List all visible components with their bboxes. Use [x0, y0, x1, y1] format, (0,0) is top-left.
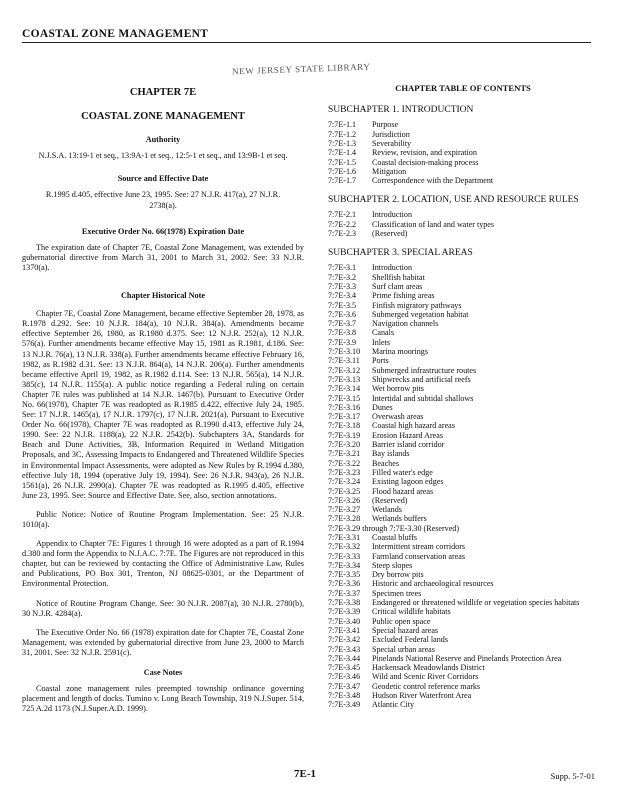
toc-entry[interactable] — [328, 449, 598, 458]
toc-entry[interactable] — [328, 263, 598, 272]
subchapter-1-list — [328, 120, 598, 185]
toc-entry[interactable] — [328, 139, 598, 148]
section-number: 7:7E-3.40 — [328, 616, 361, 626]
page-number: 7E-1 — [294, 768, 316, 780]
section-title: Barrier island corridor — [372, 440, 445, 450]
section-title: Navigation channels — [372, 319, 439, 329]
section-title: Coastal bluffs — [372, 532, 418, 542]
toc-entry-range[interactable]: 7:7E-3.29 through 7:7E-3.30 (Reserved) — [328, 523, 460, 533]
routine-change-note: Notice of Routine Program Change. See: 30 N.J.R. 2087(a), 30 N.J.R. 2780(b), 30 N.J.R. 4284(a). — [22, 598, 304, 618]
toc-entry[interactable] — [328, 440, 598, 449]
section-number: 7:7E-3.18 — [328, 421, 361, 431]
toc-entry[interactable] — [328, 282, 598, 291]
section-number: 7:7E-3.43 — [328, 644, 361, 654]
section-number: 7:7E-3.4 — [328, 291, 357, 301]
toc-entry[interactable] — [328, 589, 598, 598]
toc-entry[interactable] — [328, 663, 598, 672]
section-title: Endangered or threatened wildlife or vegetation species habitats — [372, 598, 580, 608]
section-title: Submerged infrastructure routes — [372, 365, 477, 375]
section-number: 7:7E-3.8 — [328, 328, 357, 338]
section-title: Dunes — [372, 402, 393, 412]
section-number: 7:7E-3.35 — [328, 570, 361, 580]
toc-entry[interactable] — [328, 533, 598, 542]
toc-entry[interactable] — [328, 412, 598, 421]
toc-entry[interactable] — [328, 291, 598, 300]
source-heading: Source and Effective Date — [117, 174, 209, 184]
toc-entry[interactable] — [328, 552, 598, 561]
section-number: 7:7E-3.14 — [328, 384, 361, 394]
section-title: Shipwrecks and artificial reefs — [372, 374, 471, 384]
toc-entry[interactable] — [328, 542, 598, 551]
toc-entry[interactable] — [328, 384, 598, 393]
section-title: Steep slopes — [372, 560, 413, 570]
section-number: 7:7E-3.36 — [328, 579, 361, 589]
section-title: Finfish migratory pathways — [372, 300, 462, 310]
section-number: 7:7E-3.49 — [328, 700, 361, 710]
running-head: COASTAL ZONE MANAGEMENT — [22, 28, 209, 40]
toc-entry[interactable] — [328, 301, 598, 310]
section-number: 7:7E-3.38 — [328, 598, 361, 608]
section-title: Wetlands — [372, 505, 402, 515]
section-title: Pinelands National Reserve and Pinelands Protection Area — [372, 653, 562, 663]
section-number: 7:7E-2.2 — [328, 219, 357, 229]
toc-entry[interactable] — [328, 431, 598, 440]
supplement-date: Supp. 5-7-01 — [550, 771, 595, 781]
section-number: 7:7E-3.2 — [328, 272, 357, 282]
section-number: 7:7E-3.16 — [328, 402, 361, 412]
section-number: 7:7E-1.5 — [328, 157, 357, 167]
authority-heading: Authority — [145, 135, 181, 145]
section-title: Coastal decision-making process — [372, 157, 479, 167]
section-number: 7:7E-3.28 — [328, 514, 361, 524]
section-title: Erosion Hazard Areas — [372, 430, 444, 440]
section-title: Beaches — [372, 458, 399, 468]
case-notes-heading: Case Notes — [143, 668, 183, 678]
section-title: Wild and Scenic River Corridors — [372, 672, 479, 682]
section-title: Bay islands — [372, 449, 410, 459]
toc-entry[interactable] — [328, 635, 598, 644]
section-number: 7:7E-3.41 — [328, 625, 361, 635]
toc-entry[interactable] — [328, 645, 598, 654]
toc-entry[interactable] — [328, 375, 598, 384]
section-title: Existing lagoon edges — [372, 477, 444, 487]
section-title: Intertidal and subtidal shallows — [372, 393, 474, 403]
library-stamp: NEW JERSEY STATE LIBRARY — [231, 61, 371, 77]
toc-heading: CHAPTER TABLE OF CONTENTS — [395, 83, 531, 93]
toc-entry[interactable] — [328, 403, 598, 412]
section-number: 7:7E-2.3 — [328, 229, 357, 239]
section-title: Inlets — [372, 337, 390, 347]
section-title: Overwash areas — [372, 412, 424, 422]
section-number: 7:7E-3.27 — [328, 505, 361, 515]
toc-entry[interactable] — [328, 310, 598, 319]
exec-order-extension-note: The Executive Order No. 66 (1978) expiration date for Chapter 7E, Coastal Zone Management, was extended by gubernatorial directive from June 23, 2000 to March 31, 2001. See: 32 N.J.R. 2591(c). — [22, 627, 304, 657]
toc-entry[interactable] — [328, 394, 598, 403]
authority-text: N.J.S.A. 13:19-1 et seq., 13:9A-1 et seq., 12:5-1 et seq., and 13:9B-1 et seq. — [38, 151, 288, 161]
section-title: Hudson River Waterfront Area — [372, 691, 472, 701]
subchapter-3-title: SUBCHAPTER 3. SPECIAL AREAS — [328, 248, 473, 259]
section-number: 7:7E-2.1 — [328, 210, 357, 220]
chapter-number: CHAPTER 7E — [129, 87, 197, 98]
section-number: 7:7E-3.1 — [328, 263, 357, 273]
toc-entry[interactable] — [328, 682, 598, 691]
toc-entry[interactable] — [328, 654, 598, 663]
section-number: 7:7E-3.7 — [328, 319, 357, 329]
section-number: 7:7E-3.6 — [328, 309, 357, 319]
section-number: 7:7E-3.19 — [328, 430, 361, 440]
section-title: Wet borrow pits — [372, 384, 424, 394]
toc-entry[interactable] — [328, 607, 598, 616]
public-notice: Public Notice: Notice of Routine Program Implementation. See: 25 N.J.R. 1010(a). — [22, 509, 304, 529]
toc-entry[interactable] — [328, 148, 598, 157]
section-number: 7:7E-3.17 — [328, 412, 361, 422]
subchapter-2-title: SUBCHAPTER 2. LOCATION, USE AND RESOURCE RULES — [328, 195, 579, 206]
chapter-title: COASTAL ZONE MANAGEMENT — [81, 111, 245, 123]
section-title: Atlantic City — [372, 700, 415, 710]
section-title: (Reserved) — [372, 229, 408, 239]
toc-entry[interactable] — [328, 130, 598, 139]
section-title: Historic and archaeological resources — [372, 579, 494, 589]
toc-entry[interactable] — [328, 319, 598, 328]
section-number: 7:7E-1.6 — [328, 166, 357, 176]
toc-entry[interactable] — [328, 579, 598, 588]
section-title: Filled water's edge — [372, 467, 433, 477]
section-number: 7:7E-3.21 — [328, 449, 361, 459]
toc-entry[interactable] — [328, 617, 598, 626]
toc-entry[interactable] — [328, 496, 598, 505]
section-number: 7:7E-3.47 — [328, 681, 361, 691]
toc-entry[interactable] — [328, 120, 598, 129]
section-number: 7:7E-3.24 — [328, 477, 361, 487]
section-number: 7:7E-3.13 — [328, 374, 361, 384]
toc-entry[interactable] — [328, 328, 598, 337]
toc-entry[interactable] — [328, 514, 598, 523]
section-title: Excluded Federal lands — [372, 635, 448, 645]
section-title: Submerged vegetation habitat — [372, 309, 469, 319]
toc-entry[interactable] — [328, 220, 598, 229]
toc-entry[interactable] — [328, 477, 598, 486]
toc-entry[interactable] — [328, 672, 598, 681]
section-number: 7:7E-3.25 — [328, 486, 361, 496]
toc-entry[interactable] — [328, 210, 598, 219]
section-title: Severability — [372, 139, 412, 148]
section-title: Hackensack Meadowlands District — [372, 663, 485, 673]
section-title: Dry borrow pits — [372, 570, 424, 580]
section-title: Shellfish habitat — [372, 272, 425, 282]
section-number: 7:7E-1.2 — [328, 129, 357, 139]
toc-entry[interactable] — [328, 347, 598, 356]
appendix-note: Appendix to Chapter 7E: Figures 1 through 16 were adopted as a part of R.1994 d.380 and form the Appendix to N.J.A.C. 7:7E. The Figures are not reproduced in this chapter, but can be reviewed by contacting the Office of Administrative Law, Rules and Publications, PO Box 301, Trenton, NJ 08625-0301, or the Department of Environmental Protection. — [22, 539, 304, 589]
toc-entry[interactable] — [328, 229, 598, 238]
section-number: 7:7E-1.1 — [328, 120, 357, 130]
section-number: 7:7E-3.31 — [328, 532, 361, 542]
section-title: Marina moorings — [372, 347, 428, 357]
section-title: Canals — [372, 328, 395, 338]
source-text: R.1995 d.405, effective June 23, 1995. See: 27 N.J.R. 417(a), 27 N.J.R. 2738(a). — [45, 190, 281, 210]
history-heading: Chapter Historical Note — [121, 291, 205, 301]
toc-entry[interactable] — [328, 338, 598, 347]
section-title: Introduction — [372, 263, 413, 273]
section-title: Introduction — [372, 210, 413, 220]
toc-entry[interactable] — [328, 626, 598, 635]
section-number: 7:7E-3.34 — [328, 560, 361, 570]
toc-entry[interactable] — [328, 598, 598, 607]
section-title: Critical wildlife habitats — [372, 607, 451, 617]
subchapter-3-list-a — [328, 263, 598, 523]
section-title: (Reserved) — [372, 495, 408, 505]
section-number: 7:7E-3.42 — [328, 635, 361, 645]
toc-entry[interactable] — [328, 459, 598, 468]
section-number: 7:7E-1.7 — [328, 176, 357, 186]
section-number: 7:7E-3.5 — [328, 300, 357, 310]
section-title: Purpose — [372, 120, 399, 130]
section-number: 7:7E-3.10 — [328, 347, 361, 357]
history-text: Chapter 7E, Coastal Zone Management, became effective September 28, 1978, as R.1978 d.292. See: 10 N.J.R. 184(a), 10 N.J.R. 384(a). Amendments became effective September 26, 1980, as R.1980 d.375. See: 12 N.J.R. 252(a), 12 N.J.R. 576(a). Further amendments became effective May 15, 1981 as R.1981, d.186. See: 13 N.J.R. 76(a), 13 N.J.R. 338(a). Further amendments became effective February 16, 1982, as R.1982 d.31. See: 13 N.J.R. 864(a), 14 N.J.R. 206(a). Further amendments became effective April 19, 1982, as R.1982 d.114. See: 13 N.J.R. 565(a), 14 N.J.R. 385(c), 14 N.J.R. 1155(a). A public notice regarding a Federal ruling on certain Chapter 7E rules was published at 14 N.J.R. 1467(b). Pursuant to Executive Order No. 66(1978), Chapter 7E was readopted as R.1985 d.422, effective July 24, 1985. See: 17 N.J.R. 1465(a), 17 N.J.R. 1797(c), 17 N.J.R. 2021(a). Pursuant to Executive Order No. 66(1978), Chapter 7E was readopted as R.1990 d.413, effective July 24, 1990. See: 22 N.J.R. 1188(a), 22 N.J.R. 2542(b). Subchapters 3A, Standards for Beach and Dune Activities, 3B, Information Required in Wetland Mitigation Proposals, and 3C, Assessing Impacts to Endangered and Threatened Wildlife Species in Environmental Impact Assessments, were adopted as New Rules by R.1994 d.380, effective July 18, 1994 (operative July 19, 1994). See: 26 N.J.R. 943(a), 26 N.J.R. 1561(a), 26 N.J.R. 2990(a). Chapter 7E was readopted as R.1995 d.405, effective June 23, 1995. See: Source and Effective Date. See, also, section annotations. — [22, 309, 304, 500]
subchapter-2-list — [328, 210, 598, 238]
section-title: Mitigation — [372, 166, 407, 176]
toc-entry[interactable] — [328, 700, 598, 709]
section-number: 7:7E-3.48 — [328, 691, 361, 701]
section-title: Prime fishing areas — [372, 291, 435, 301]
toc-entry[interactable] — [328, 561, 598, 570]
section-title: Special urban areas — [372, 644, 435, 654]
toc-entry[interactable] — [328, 421, 598, 430]
section-number: 7:7E-3.39 — [328, 607, 361, 617]
section-number: 7:7E-3.44 — [328, 653, 361, 663]
toc-entry[interactable] — [328, 176, 598, 185]
toc-entry[interactable] — [328, 468, 598, 477]
section-number: 7:7E-3.9 — [328, 337, 357, 347]
section-title: Jurisdiction — [372, 129, 410, 139]
section-number: 7:7E-3.3 — [328, 281, 357, 291]
section-title: Classification of land and water types — [372, 219, 495, 229]
toc-entry[interactable] — [328, 487, 598, 496]
section-number: 7:7E-3.45 — [328, 663, 361, 673]
section-title: Correspondence with the Department — [372, 176, 494, 186]
section-number: 7:7E-3.32 — [328, 542, 361, 552]
toc-entry[interactable] — [328, 505, 598, 514]
section-number: 7:7E-3.37 — [328, 588, 361, 598]
section-number: 7:7E-3.23 — [328, 467, 361, 477]
toc-entry[interactable] — [328, 167, 598, 176]
section-number: 7:7E-3.12 — [328, 365, 361, 375]
subchapter-1-title: SUBCHAPTER 1. INTRODUCTION — [328, 105, 474, 116]
toc-entry[interactable] — [328, 356, 598, 365]
toc-entry[interactable] — [328, 570, 598, 579]
section-number: 7:7E-1.3 — [328, 139, 357, 148]
section-number: 7:7E-3.15 — [328, 393, 361, 403]
section-title: Geodetic control reference marks — [372, 681, 481, 691]
left-column — [22, 86, 304, 714]
toc-entry[interactable] — [328, 691, 598, 700]
section-number: 7:7E-3.26 — [328, 495, 361, 505]
section-title: Wetlands buffers — [372, 514, 427, 524]
table-of-contents — [328, 83, 598, 710]
section-title: Flood hazard areas — [372, 486, 434, 496]
toc-entry[interactable] — [328, 366, 598, 375]
toc-entry[interactable] — [328, 158, 598, 167]
section-title: Intermittent stream corridors — [372, 542, 466, 552]
section-title: Review, revision, and expiration — [372, 148, 477, 158]
section-title: Farmland conservation areas — [372, 551, 466, 561]
section-title: Special hazard areas — [372, 625, 439, 635]
section-title: Coastal high hazard areas — [372, 421, 455, 431]
header-rule — [22, 42, 591, 43]
section-number: 7:7E-3.11 — [328, 356, 360, 366]
exec-order-heading: Executive Order No. 66(1978) Expiration Date — [81, 226, 245, 236]
section-number: 7:7E-3.20 — [328, 440, 361, 450]
section-number: 7:7E-3.33 — [328, 551, 361, 561]
toc-entry[interactable] — [328, 273, 598, 282]
subchapter-3-list-b — [328, 533, 598, 710]
section-number: 7:7E-3.46 — [328, 672, 361, 682]
section-number: 7:7E-1.4 — [328, 148, 357, 158]
section-number: 7:7E-3.22 — [328, 458, 361, 468]
section-title: Public open space — [372, 616, 431, 626]
section-title: Surf clam areas — [372, 281, 423, 291]
section-title: Ports — [372, 356, 389, 366]
case-notes-text: Coastal zone management rules preempted township ordinance governing placement and length of docks. Tumino v. Long Beach Township, 319 N.J.Super. 514, 725 A.2d 1173 (N.J.Super.A.D. 1999). — [22, 684, 304, 714]
section-title: Specimen trees — [372, 588, 422, 598]
exec-order-text: The expiration date of Chapter 7E, Coastal Zone Management, was extended by gubernatorial directive from March 31, 2001 to March 31, 2002. See: 33 N.J.R. 1370(a). — [22, 242, 304, 272]
